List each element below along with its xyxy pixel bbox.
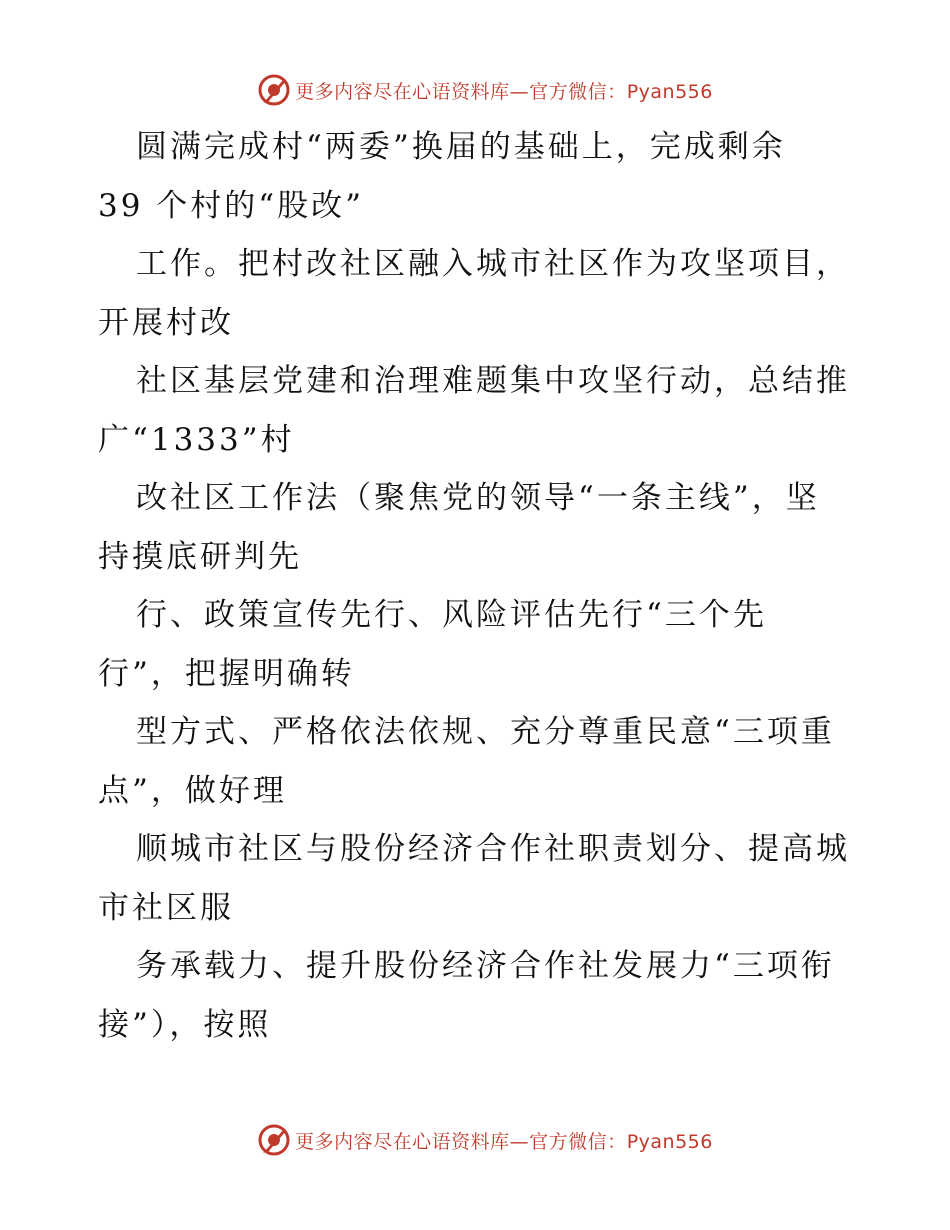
footer-wechat-id: Pyan556 xyxy=(626,1130,713,1153)
header-wechat-id: Pyan556 xyxy=(626,80,713,103)
footer-watermark-inner xyxy=(257,1123,713,1157)
footer-wechat-label: 官方微信： xyxy=(529,1130,627,1153)
body-line: 接”），按照 xyxy=(98,1006,272,1043)
body-line: 39 个村的“股改” xyxy=(98,187,364,224)
header-wechat-label: 官方微信： xyxy=(529,80,627,103)
body-line: 点”，做好理 xyxy=(98,772,287,809)
header-dash: — xyxy=(509,80,530,103)
footer-watermark-text xyxy=(295,1127,713,1154)
body-line: 行”，把握明确转 xyxy=(98,655,355,692)
header-watermark-text xyxy=(295,77,713,104)
body-line: 市社区服 xyxy=(98,889,234,926)
footer-watermark xyxy=(0,1120,950,1160)
footer-dash: — xyxy=(509,1130,530,1153)
pen-logo-icon xyxy=(257,73,291,107)
body-line: 行、政策宣传先行、风险评估先行“三个先 xyxy=(136,597,767,633)
body-line: 圆满完成村“两委”换届的基础上，完成剩余 xyxy=(136,129,786,165)
body-line: 开展村改 xyxy=(98,304,234,341)
body-line: 改社区工作法（聚焦党的领导“一条主线”，坚 xyxy=(136,480,820,516)
document-body xyxy=(98,118,858,1054)
body-line: 务承载力、提升股份经济合作社发展力“三项衔 xyxy=(136,948,835,984)
body-line: 持摸底研判先 xyxy=(98,538,302,575)
body-line: 工作。把村改社区融入城市社区作为攻坚项目， xyxy=(136,246,850,282)
header-watermark xyxy=(0,70,950,110)
pen-logo-icon xyxy=(257,1123,291,1157)
body-line: 顺城市社区与股份经济合作社职责划分、提高城 xyxy=(136,831,850,867)
body-line: 广“1333”村 xyxy=(98,421,295,458)
body-line: 社区基层党建和治理难题集中攻坚行动，总结推 xyxy=(136,363,850,399)
header-brand-text: 更多内容尽在心语资料库 xyxy=(295,80,510,103)
footer-brand-text: 更多内容尽在心语资料库 xyxy=(295,1130,510,1153)
body-line: 型方式、严格依法依规、充分尊重民意“三项重 xyxy=(136,714,835,750)
header-watermark-inner xyxy=(257,73,713,107)
